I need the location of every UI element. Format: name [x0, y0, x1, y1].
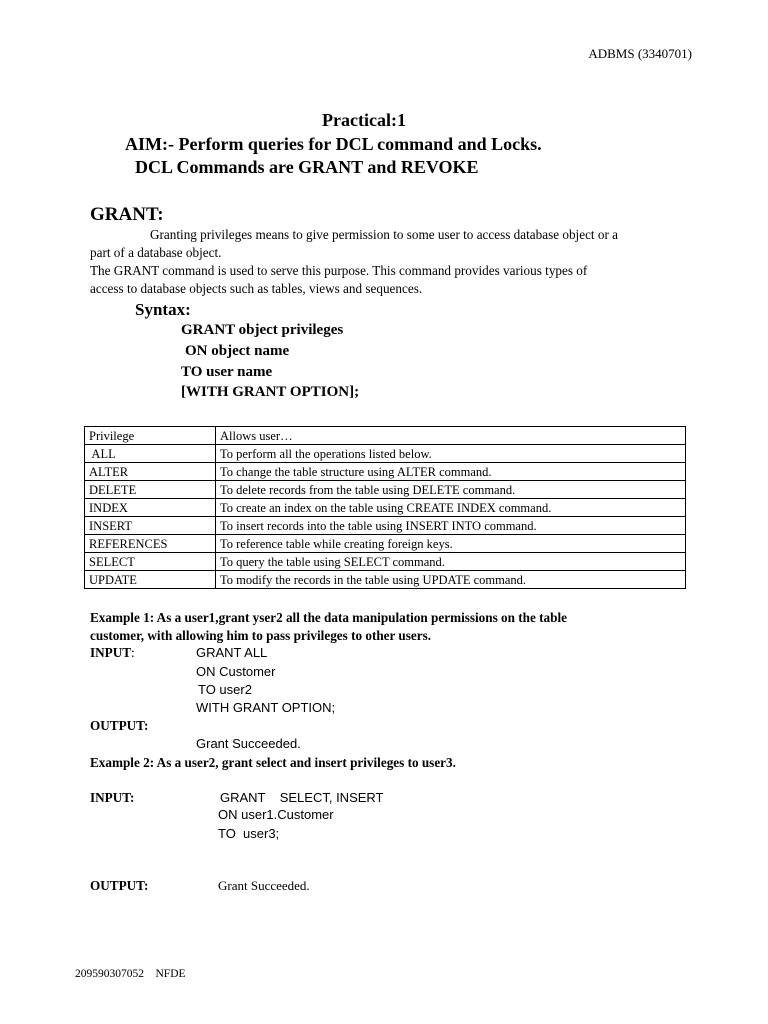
grant-paragraph-2-line-1: The GRANT command is used to serve this purpose. This command provides various types of	[90, 263, 588, 278]
table-header-row	[85, 427, 686, 445]
example-1-code-line: ON Customer	[196, 664, 276, 679]
example-2-output-label: OUTPUT:	[90, 878, 149, 893]
example-1-output-label: OUTPUT:	[90, 718, 149, 733]
table-cell: INSERT	[85, 517, 216, 535]
table-cell: To change the table structure using ALTER command.	[216, 463, 686, 481]
example-1-code-line: GRANT ALL	[196, 645, 268, 660]
table-cell: To perform all the operations listed below.	[216, 445, 686, 463]
table-cell: To insert records into the table using INSERT INTO command.	[216, 517, 686, 535]
example-2-code-line: ON user1.Customer	[218, 807, 334, 822]
syntax-line: [WITH GRANT OPTION];	[181, 384, 360, 400]
page-footer: 209590307052 NFDE	[75, 968, 186, 980]
syntax-line: TO user name	[181, 364, 273, 380]
input-label-text: INPUT	[90, 645, 132, 660]
table-cell: To query the table using SELECT command.	[216, 553, 686, 571]
example-2-input-label: INPUT:	[90, 790, 135, 805]
table-cell: ALL	[85, 445, 216, 463]
example-2-code-line: GRANT SELECT, INSERT	[220, 790, 384, 805]
example-1-code-line: TO user2	[198, 682, 252, 697]
dcl-title: DCL Commands are GRANT and REVOKE	[135, 157, 479, 177]
example-1-heading-line-2: customer, with allowing him to pass privileges to other users.	[90, 628, 432, 643]
syntax-line: ON object name	[185, 343, 290, 359]
example-2-output: Grant Succeeded.	[218, 878, 310, 893]
table-row	[85, 535, 686, 553]
table-cell: UPDATE	[85, 571, 216, 589]
privilege-table	[84, 426, 686, 589]
table-cell: SELECT	[85, 553, 216, 571]
example-1-output: Grant Succeeded.	[196, 736, 301, 751]
table-cell: INDEX	[85, 499, 216, 517]
table-cell: To reference table while creating foreign keys.	[216, 535, 686, 553]
syntax-line: GRANT object privileges	[181, 322, 344, 338]
table-row	[85, 517, 686, 535]
table-cell: ALTER	[85, 463, 216, 481]
table-cell: REFERENCES	[85, 535, 216, 553]
table-cell: To delete records from the table using DELETE command.	[216, 481, 686, 499]
table-cell: To modify the records in the table using UPDATE command.	[216, 571, 686, 589]
syntax-heading: Syntax:	[135, 300, 191, 319]
table-row	[85, 481, 686, 499]
example-1-code-line: WITH GRANT OPTION;	[196, 700, 336, 715]
example-1-input-label	[90, 645, 135, 661]
table-row	[85, 571, 686, 589]
example-2-code-line: TO user3;	[218, 826, 280, 841]
table-row	[85, 445, 686, 463]
table-row	[85, 553, 686, 571]
table-cell: Allows user…	[216, 427, 686, 445]
table-cell: Privilege	[85, 427, 216, 445]
example-1-heading-line-1: Example 1: As a user1,grant yser2 all the data manipulation permissions on the table	[90, 610, 567, 625]
grant-paragraph-2-line-2: access to database objects such as tables, views and sequences.	[90, 281, 423, 296]
table-row	[85, 499, 686, 517]
table-row	[85, 463, 686, 481]
practical-title: Practical:1	[322, 110, 406, 130]
aim-title: AIM:- Perform queries for DCL command and Locks.	[125, 134, 542, 154]
table-cell: DELETE	[85, 481, 216, 499]
grant-paragraph-1-line-2: part of a database object.	[90, 245, 222, 260]
grant-heading: GRANT:	[90, 204, 164, 225]
grant-paragraph-1-line-1: Granting privileges means to give permission to some user to access database object or a	[150, 227, 619, 242]
input-label-colon: :	[131, 645, 135, 660]
example-2-heading: Example 2: As a user2, grant select and insert privileges to user3.	[90, 755, 456, 770]
table-cell: To create an index on the table using CREATE INDEX command.	[216, 499, 686, 517]
course-code: ADBMS (3340701)	[588, 46, 692, 61]
